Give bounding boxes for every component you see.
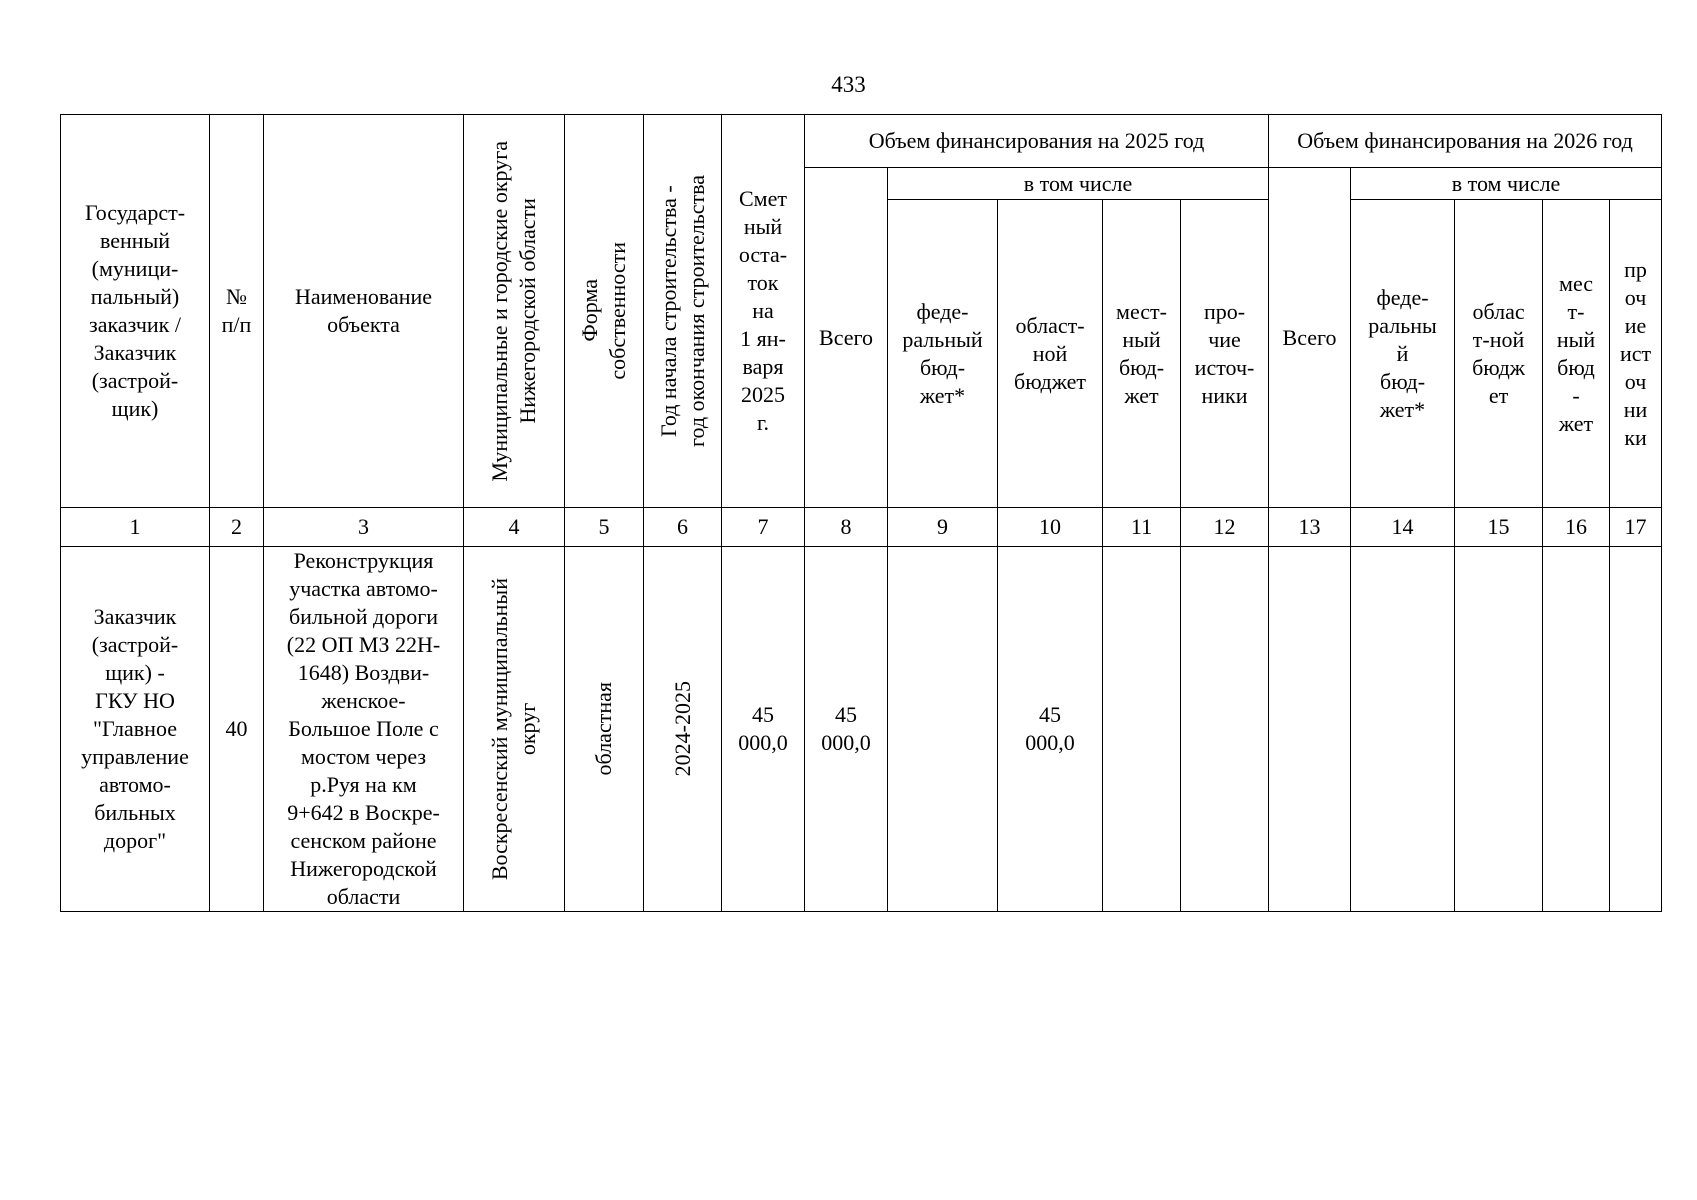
header-including-2026: в том числе (1351, 168, 1662, 200)
row-district-text: Воскресенский муниципальный округ (487, 577, 540, 881)
header-estimate-balance: Смет ный оста- ток на 1 ян- варя 2025 г. (722, 115, 805, 508)
header-years-text: Год начала строительства - год окончания строительства (655, 175, 709, 447)
header-object-name: Наименование объекта (264, 115, 464, 508)
row-federal-2026 (1351, 547, 1455, 912)
header-index: № п/п (210, 115, 264, 508)
header-funding-2025: Объем финансирования на 2025 год (805, 115, 1269, 168)
column-number: 4 (464, 508, 565, 547)
header-local-2025: мест- ный бюд- жет (1103, 200, 1181, 508)
column-number: 5 (565, 508, 644, 547)
header-funding-2026: Объем финансирования на 2026 год (1269, 115, 1662, 168)
table-row (61, 547, 1662, 912)
column-number: 2 (210, 508, 264, 547)
row-other-2025 (1181, 547, 1269, 912)
row-index: 40 (210, 547, 264, 912)
row-regional-2026 (1455, 547, 1543, 912)
header-customer: Государст- венный (муници- пальный) заказчик / Заказчик (застрой- щик) (61, 115, 210, 508)
column-number: 14 (1351, 508, 1455, 547)
row-ownership-text: областная (591, 682, 616, 776)
header-total-2026: Всего (1269, 168, 1351, 508)
row-local-2026 (1543, 547, 1610, 912)
column-numbers-row (61, 508, 1662, 547)
column-number: 7 (722, 508, 805, 547)
header-ownership-text: Форма собственности (577, 242, 630, 380)
page-number: 433 (831, 72, 866, 97)
header-local-2026: мес т- ный бюд - жет (1543, 200, 1610, 508)
header-federal-2026: феде- ральны й бюд- жет* (1351, 200, 1455, 508)
row-estimate-balance: 45 000,0 (722, 547, 805, 912)
row-regional-2025: 45 000,0 (998, 547, 1103, 912)
column-number: 3 (264, 508, 464, 547)
row-local-2025 (1103, 547, 1181, 912)
header-other-2026: пр оч ие ист оч ни ки (1610, 200, 1662, 508)
column-number: 11 (1103, 508, 1181, 547)
row-object-name: Реконструкция участка автомо- бильной дороги (22 ОП МЗ 22Н- 1648) Воздви- женское- Большое Поле с мостом через р.Руя на км 9+642 в Воскре- сенском районе Нижегородской области (264, 547, 464, 912)
header-regional-2025: област- ной бюджет (998, 200, 1103, 508)
column-number: 12 (1181, 508, 1269, 547)
row-years-text: 2024-2025 (669, 681, 695, 777)
column-number: 17 (1610, 508, 1662, 547)
header-federal-2025: феде- ральный бюд- жет* (888, 200, 998, 508)
row-total-2026 (1269, 547, 1351, 912)
row-total-2025: 45 000,0 (805, 547, 888, 912)
row-years (644, 547, 722, 912)
header-other-2025: про- чие источ- ники (1181, 200, 1269, 508)
header-total-2025: Всего (805, 168, 888, 508)
header-row-1 (61, 115, 1662, 168)
row-district (464, 547, 565, 912)
column-number: 15 (1455, 508, 1543, 547)
header-years (644, 115, 722, 508)
header-ownership (565, 115, 644, 508)
column-number: 6 (644, 508, 722, 547)
header-regional-2026: облас т-ной бюдж ет (1455, 200, 1543, 508)
header-districts-text: Муниципальные и городские округа Нижегородской области (487, 140, 540, 482)
row-federal-2025 (888, 547, 998, 912)
column-number: 9 (888, 508, 998, 547)
header-including-2025: в том числе (888, 168, 1269, 200)
column-number: 13 (1269, 508, 1351, 547)
header-districts (464, 115, 565, 508)
column-number: 1 (61, 508, 210, 547)
row-customer: Заказчик (застрой- щик) - ГКУ НО "Главное управление автомо- бильных дорог" (61, 547, 210, 912)
column-number: 8 (805, 508, 888, 547)
row-other-2026 (1610, 547, 1662, 912)
column-number: 16 (1543, 508, 1610, 547)
investment-program-table (60, 114, 1662, 912)
column-number: 10 (998, 508, 1103, 547)
row-ownership (565, 547, 644, 912)
